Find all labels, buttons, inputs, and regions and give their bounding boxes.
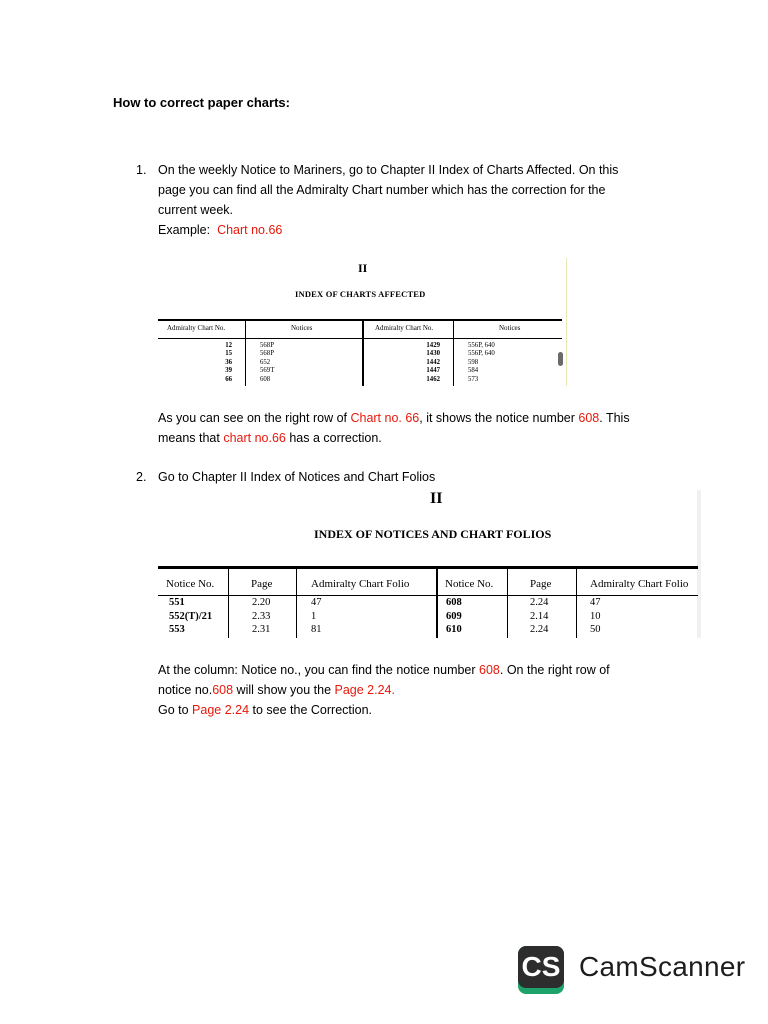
table-2-right-notice-numbers: 608 609 610 — [446, 597, 462, 635]
table-1-top-rule — [158, 319, 562, 321]
table-2-header: Page — [251, 578, 273, 590]
logo-name: CamScanner — [579, 951, 746, 982]
table-1-header: Admiralty Chart No. — [167, 324, 226, 332]
step-2-text: Go to Chapter II Index of Notices and Chart Folios — [158, 470, 436, 484]
step-1-number: 1. — [136, 163, 147, 177]
table-1-subtitle: INDEX OF CHARTS AFFECTED — [295, 289, 426, 299]
explanation-2-line-2: notice no.608 will show you the Page 2.24. — [158, 683, 395, 697]
table-2-subtitle: INDEX OF NOTICES AND CHART FOLIOS — [314, 527, 552, 541]
notice-608-highlight: 608 — [212, 683, 234, 697]
explanation-1-line-2: means that chart no.66 has a correction. — [158, 431, 382, 445]
table-2-right-folios: 47 10 50 — [590, 597, 601, 635]
table-1-divider — [245, 320, 246, 386]
example-label: Example: — [158, 223, 211, 237]
table-2-divider — [576, 568, 577, 638]
table-2-divider — [296, 568, 297, 638]
table-1-header: Notices — [291, 324, 313, 332]
chart-66-highlight: Chart no. 66 — [350, 411, 420, 425]
table-1-title: II — [358, 261, 368, 275]
table-2-header: Admiralty Chart Folio — [590, 578, 689, 590]
table-2-title: II — [430, 490, 443, 507]
step-1-line-3: current week. — [158, 203, 234, 217]
table-1-divider — [362, 320, 364, 386]
step-1-line-2: page you can find all the Admiralty Chart number which has the correction for the — [158, 183, 606, 197]
image-edge-line — [566, 258, 567, 386]
page-2-24-highlight: Page 2.24 — [192, 703, 250, 717]
camscanner-logo-icon — [518, 946, 564, 994]
table-2-divider — [228, 568, 229, 638]
explanation-2 — [158, 660, 648, 720]
table-2-right-pages: 2.24 2.14 2.24 — [530, 597, 549, 635]
table-1-left-chart-numbers: 12 15 36 39 66 — [225, 342, 232, 383]
table-2-left-folios: 47 1 81 — [311, 597, 322, 635]
step-1-example — [158, 220, 648, 240]
logo-mark: CS — [518, 946, 564, 988]
step-1-text — [158, 160, 648, 240]
example-value: Chart no.66 — [217, 223, 283, 237]
table-2-header-rule — [158, 595, 698, 596]
table-1-header-rule — [158, 338, 562, 339]
table-2-left-notice-numbers: 551 552(T)/21 553 — [169, 597, 213, 635]
chart-66-highlight: chart no.66 — [223, 431, 286, 445]
image-edge-shadow — [697, 490, 701, 638]
page-2-24-highlight: Page 2.24. — [334, 683, 395, 697]
explanation-2-line-3: Go to Page 2.24 to see the Correction. — [158, 703, 373, 717]
table-1-right-chart-numbers: 1429 1430 1442 1447 1462 — [426, 342, 440, 383]
table-2-left-pages: 2.20 2.33 2.31 — [252, 597, 271, 635]
table-1-right-notices: 556P, 640 556P, 640 598 584 573 — [468, 342, 495, 383]
table-2-top-rule — [158, 566, 698, 569]
notice-608-highlight: 608 — [479, 663, 500, 677]
table-1-divider — [453, 320, 454, 386]
table-1-header: Admiralty Chart No. — [375, 324, 434, 332]
page-heading: How to correct paper charts: — [113, 95, 290, 110]
step-2-number: 2. — [136, 470, 147, 484]
table-1-left-notices: 568P 568P 652 569T 608 — [260, 342, 275, 383]
table-1-header: Notices — [499, 324, 521, 332]
scrollbar-thumb — [558, 352, 563, 366]
table-2-header: Admiralty Chart Folio — [311, 578, 410, 590]
table-2-divider — [436, 568, 438, 638]
step-1-line-1: On the weekly Notice to Mariners, go to Chapter II Index of Charts Affected. On this — [158, 163, 619, 177]
explanation-2-line-1: At the column: Notice no., you can find the notice number 608. On the right row of — [158, 663, 610, 677]
table-2-header: Notice No. — [166, 578, 215, 590]
explanation-1-line-1: As you can see on the right row of Chart no. 66, it shows the notice number 608. This — [158, 411, 630, 425]
table-2-divider — [507, 568, 508, 638]
notice-608-highlight: 608 — [578, 411, 600, 425]
explanation-1 — [158, 408, 648, 448]
table-2-header: Page — [530, 578, 552, 590]
table-2-header: Notice No. — [445, 578, 494, 590]
